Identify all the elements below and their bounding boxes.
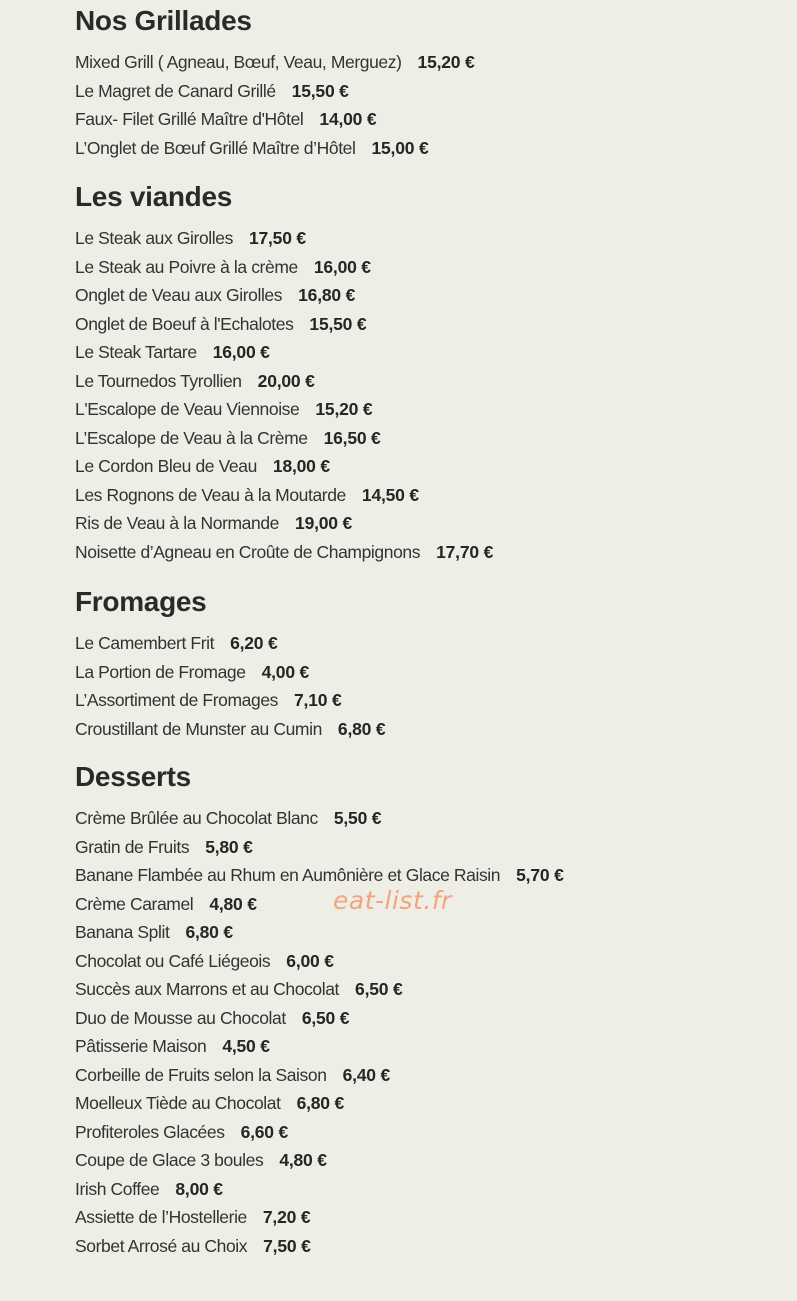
menu-item-name: La Portion de Fromage (75, 661, 246, 682)
section-title: Les viandes (75, 181, 233, 212)
menu-item-name: Le Steak Tartare (75, 342, 197, 362)
menu-item-price: 7,10 € (294, 690, 342, 710)
menu-item-price: 6,00 € (286, 950, 334, 971)
menu-item (75, 1032, 564, 1061)
menu-item (75, 975, 564, 1004)
menu-section (75, 585, 385, 743)
menu-item-price: 15,20 € (417, 52, 475, 72)
menu-item (75, 367, 493, 396)
menu-item (75, 48, 475, 77)
menu-item (75, 481, 493, 510)
menu-item (75, 77, 475, 106)
menu-item-list (75, 224, 493, 566)
menu-item-name: Coupe de Glace 3 boules (75, 1150, 264, 1170)
menu-item-name: Duo de Mousse au Chocolat (75, 1007, 286, 1028)
menu-item-name: Banana Split (75, 922, 170, 942)
menu-item-price: 6,80 € (296, 1093, 345, 1113)
menu-item-price: 16,80 € (298, 285, 356, 305)
watermark: eat-list.fr (333, 886, 452, 915)
menu-item (75, 947, 564, 976)
menu-item (75, 134, 475, 163)
menu-item-price: 16,50 € (323, 427, 381, 448)
menu-item-price: 6,50 € (301, 1007, 350, 1028)
menu-section (75, 760, 564, 1260)
menu-item-price: 17,70 € (436, 541, 494, 562)
menu-item (75, 509, 493, 538)
menu-item-price: 6,80 € (185, 922, 233, 942)
menu-item-price: 4,80 € (279, 1150, 327, 1170)
menu-item (75, 424, 493, 453)
menu-item-price: 6,60 € (240, 1121, 289, 1142)
menu-item-price: 18,00 € (272, 456, 330, 476)
menu-item-name: L’Onglet de Bœuf Grillé Maître d’Hôtel (75, 137, 356, 158)
menu-item-name: Profiteroles Glacées (75, 1121, 225, 1142)
menu-item-list (75, 48, 475, 162)
menu-item-list (75, 629, 385, 743)
menu-item (75, 452, 493, 481)
menu-item-name: Succès aux Marrons et au Chocolat (75, 979, 340, 999)
menu-item-price: 5,80 € (205, 836, 253, 857)
menu-item-list (75, 804, 564, 1260)
menu-item-price: 15,20 € (315, 399, 373, 419)
menu-item-name: Ris de Veau à la Normande (75, 513, 280, 533)
menu-item (75, 804, 564, 833)
menu-item-price: 15,00 € (371, 137, 429, 158)
menu-item (75, 338, 493, 367)
menu-item (75, 224, 493, 253)
menu-item-price: 8,00 € (175, 1178, 223, 1199)
menu-item (75, 890, 564, 919)
menu-item-name: Moelleux Tiède au Chocolat (75, 1093, 281, 1113)
section-title: Desserts (75, 761, 191, 792)
menu-item-name: Chocolat ou Café Liégeois (75, 950, 271, 971)
menu-item (75, 1061, 564, 1090)
menu-item-price: 5,70 € (516, 865, 564, 885)
menu-item-name: Onglet de Boeuf à l'Echalotes (75, 313, 294, 334)
menu-item-name: Les Rognons de Veau à la Moutarde (75, 484, 346, 505)
menu-item-name: Banane Flambée au Rhum en Aumônière et Glace Raisin (75, 865, 501, 885)
menu-item (75, 715, 385, 744)
menu-item-price: 14,00 € (319, 109, 377, 129)
menu-item-price: 4,00 € (261, 661, 310, 682)
menu-item (75, 629, 385, 658)
menu-item-name: Pâtisserie Maison (75, 1036, 207, 1056)
menu-item-name: Crème Brûlée au Chocolat Blanc (75, 808, 318, 828)
menu-item-price: 15,50 € (291, 80, 349, 101)
menu-item-price: 16,00 € (313, 256, 371, 277)
menu-item-name: Croustillant de Munster au Cumin (75, 718, 322, 739)
menu-item-name: Faux- Filet Grillé Maître d'Hôtel (75, 109, 304, 129)
menu-item-price: 17,50 € (248, 228, 306, 248)
menu-item-price: 20,00 € (257, 370, 315, 391)
menu-item-price: 4,50 € (222, 1036, 270, 1056)
menu-item-name: Sorbet Arrosé au Choix (75, 1235, 248, 1256)
menu-item-name: L’Escalope de Veau à la Crème (75, 427, 308, 448)
menu-item (75, 310, 493, 339)
section-title: Nos Grillades (75, 5, 252, 36)
menu-item-name: Irish Coffee (75, 1178, 160, 1199)
menu-item-name: L'Escalope de Veau Viennoise (75, 399, 300, 419)
menu-item-name: Le Steak au Poivre à la crème (75, 256, 298, 277)
menu-item (75, 1004, 564, 1033)
menu-item (75, 861, 564, 890)
menu-item (75, 918, 564, 947)
menu-item (75, 833, 564, 862)
menu-item-name: Onglet de Veau aux Girolles (75, 285, 283, 305)
menu-item-price: 4,80 € (209, 893, 257, 914)
menu-item (75, 1146, 564, 1175)
menu-item (75, 281, 493, 310)
menu-item-name: Le Magret de Canard Grillé (75, 80, 276, 101)
menu-item-name: Crème Caramel (75, 893, 194, 914)
menu-item (75, 395, 493, 424)
menu-item (75, 253, 493, 282)
menu-item-price: 15,50 € (309, 313, 367, 334)
menu-item (75, 686, 385, 715)
section-title: Fromages (75, 586, 207, 617)
menu-section (75, 4, 475, 162)
menu-item-price: 16,00 € (212, 342, 270, 362)
menu-item (75, 1203, 564, 1232)
menu-item-name: Mixed Grill ( Agneau, Bœuf, Veau, Merguez) (75, 52, 402, 72)
menu-item-name: Le Tournedos Tyrollien (75, 370, 242, 391)
menu-item (75, 1089, 564, 1118)
menu-item-price: 5,50 € (333, 808, 382, 828)
menu-item-name: Le Cordon Bleu de Veau (75, 456, 257, 476)
menu-item-price: 7,50 € (263, 1235, 311, 1256)
menu-item-price: 7,20 € (262, 1207, 311, 1227)
menu-item (75, 538, 493, 567)
menu-item (75, 1175, 564, 1204)
menu-item-price: 6,80 € (337, 718, 386, 739)
menu-item (75, 658, 385, 687)
menu-item-price: 6,40 € (342, 1064, 391, 1085)
menu-section (75, 180, 493, 566)
menu-item-name: Le Camembert Frit (75, 633, 215, 653)
menu-item-price: 14,50 € (361, 484, 419, 505)
menu-item-price: 19,00 € (295, 513, 353, 533)
menu-item-name: Le Steak aux Girolles (75, 228, 233, 248)
menu-item-name: Gratin de Fruits (75, 836, 190, 857)
menu-item (75, 1118, 564, 1147)
menu-item-name: Noisette d’Agneau en Croûte de Champignons (75, 541, 421, 562)
menu-item-name: Assiette de l’Hostellerie (75, 1207, 247, 1227)
menu-item (75, 105, 475, 134)
menu-item-name: L’Assortiment de Fromages (75, 690, 279, 710)
menu-item-price: 6,20 € (230, 633, 278, 653)
menu-item-name: Corbeille de Fruits selon la Saison (75, 1064, 327, 1085)
menu-item (75, 1232, 564, 1261)
menu-item-price: 6,50 € (355, 979, 403, 999)
